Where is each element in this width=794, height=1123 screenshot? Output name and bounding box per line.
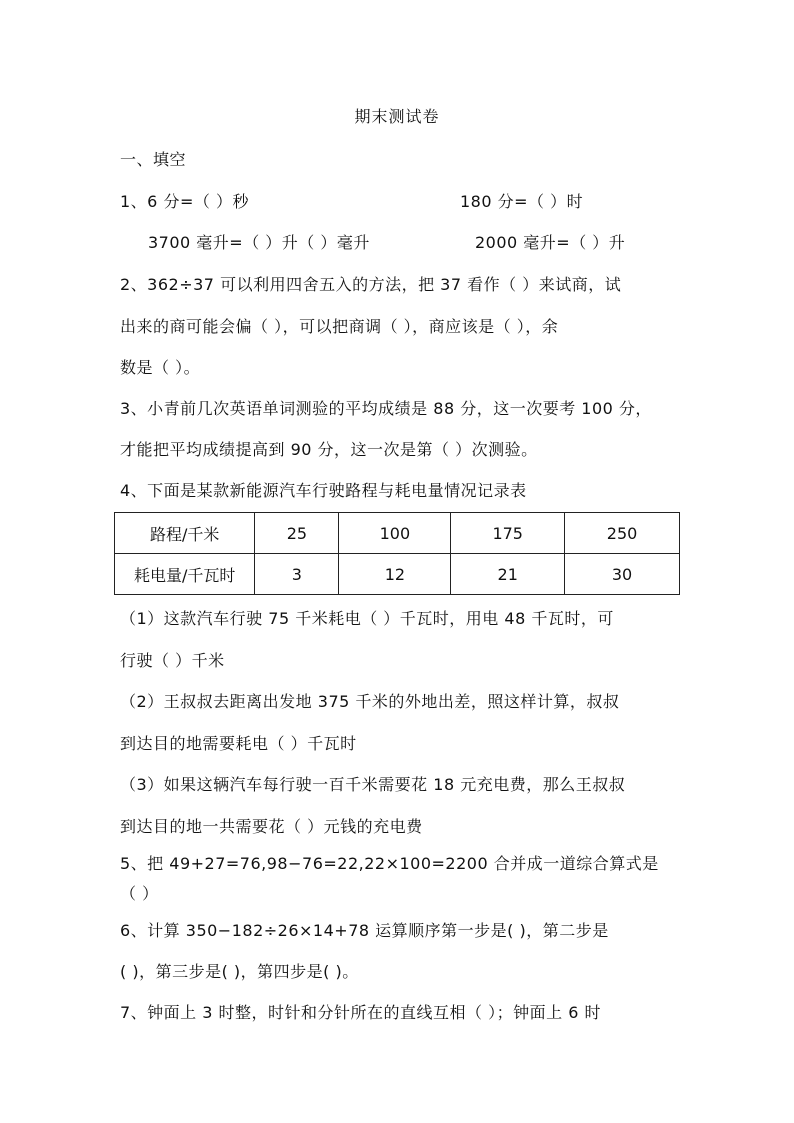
table-cell: 250: [565, 513, 680, 554]
q3-line2: 才能把平均成绩提高到 90 分，这一次是第（ ）次测验。: [120, 440, 538, 459]
section-heading: 一、填空: [120, 150, 187, 169]
q4-s2-line1: （2）王叔叔去距离出发地 375 千米的外地出差，照这样计算，叔叔: [120, 692, 620, 711]
table-cell: 175: [451, 513, 565, 554]
q7-line1: 7、钟面上 3 时整，时针和分针所在的直线互相（ ）；钟面上 6 时: [120, 1003, 601, 1022]
q4-s3-line1: （3）如果这辆汽车每行驶一百千米需要花 18 元充电费，那么王叔叔: [120, 775, 626, 794]
table-header-cell: 路程/千米: [115, 513, 255, 554]
q4-title: 4、下面是某款新能源汽车行驶路程与耗电量情况记录表: [120, 481, 527, 500]
table-cell: 3: [255, 554, 339, 595]
q4-s1-line1: （1）这款汽车行驶 75 千米耗电（ ）千瓦时，用电 48 千瓦时，可: [120, 609, 614, 628]
q1-a: 1、6 分=（ ）秒: [120, 192, 249, 211]
q4-s3-line2: 到达目的地一共需要花（ ）元钱的充电费: [120, 817, 423, 836]
table-header-cell: 耗电量/千瓦时: [115, 554, 255, 595]
q1-b: 180 分=（ ）时: [460, 192, 584, 211]
table-row: [115, 554, 680, 595]
q5-line2: （ ）: [120, 884, 159, 903]
table-cell: 21: [451, 554, 565, 595]
table-cell: 30: [565, 554, 680, 595]
record-table: [114, 512, 680, 595]
q2-line2: 出来的商可能会偏（ ），可以把商调（ ），商应该是（ ），余: [120, 317, 559, 336]
q3-line1: 3、小青前几次英语单词测验的平均成绩是 88 分，这一次要考 100 分，: [120, 399, 652, 418]
table-cell: 100: [339, 513, 451, 554]
q2-line3: 数是（ ）。: [120, 358, 201, 377]
q6-line1: 6、计算 350−182÷26×14+78 运算顺序第一步是( )，第二步是: [120, 921, 609, 940]
q1-c: 3700 毫升=（ ）升（ ）毫升: [148, 233, 370, 252]
q5-line1: 5、把 49+27=76,98−76=22,22×100=2200 合并成一道综合算式是: [120, 854, 659, 873]
q4-s2-line2: 到达目的地需要耗电（ ）千瓦时: [120, 734, 357, 753]
table-cell: 12: [339, 554, 451, 595]
q2-line1: 2、362÷37 可以利用四舍五入的方法，把 37 看作（ ）来试商，试: [120, 275, 622, 294]
q6-line2: ( )，第三步是( )，第四步是( )。: [120, 962, 359, 981]
q4-s1-line2: 行驶（ ）千米: [120, 651, 225, 670]
table-cell: 25: [255, 513, 339, 554]
table-row: [115, 513, 680, 554]
page-title: 期末测试卷: [354, 107, 440, 126]
q1-d: 2000 毫升=（ ）升: [475, 233, 626, 252]
